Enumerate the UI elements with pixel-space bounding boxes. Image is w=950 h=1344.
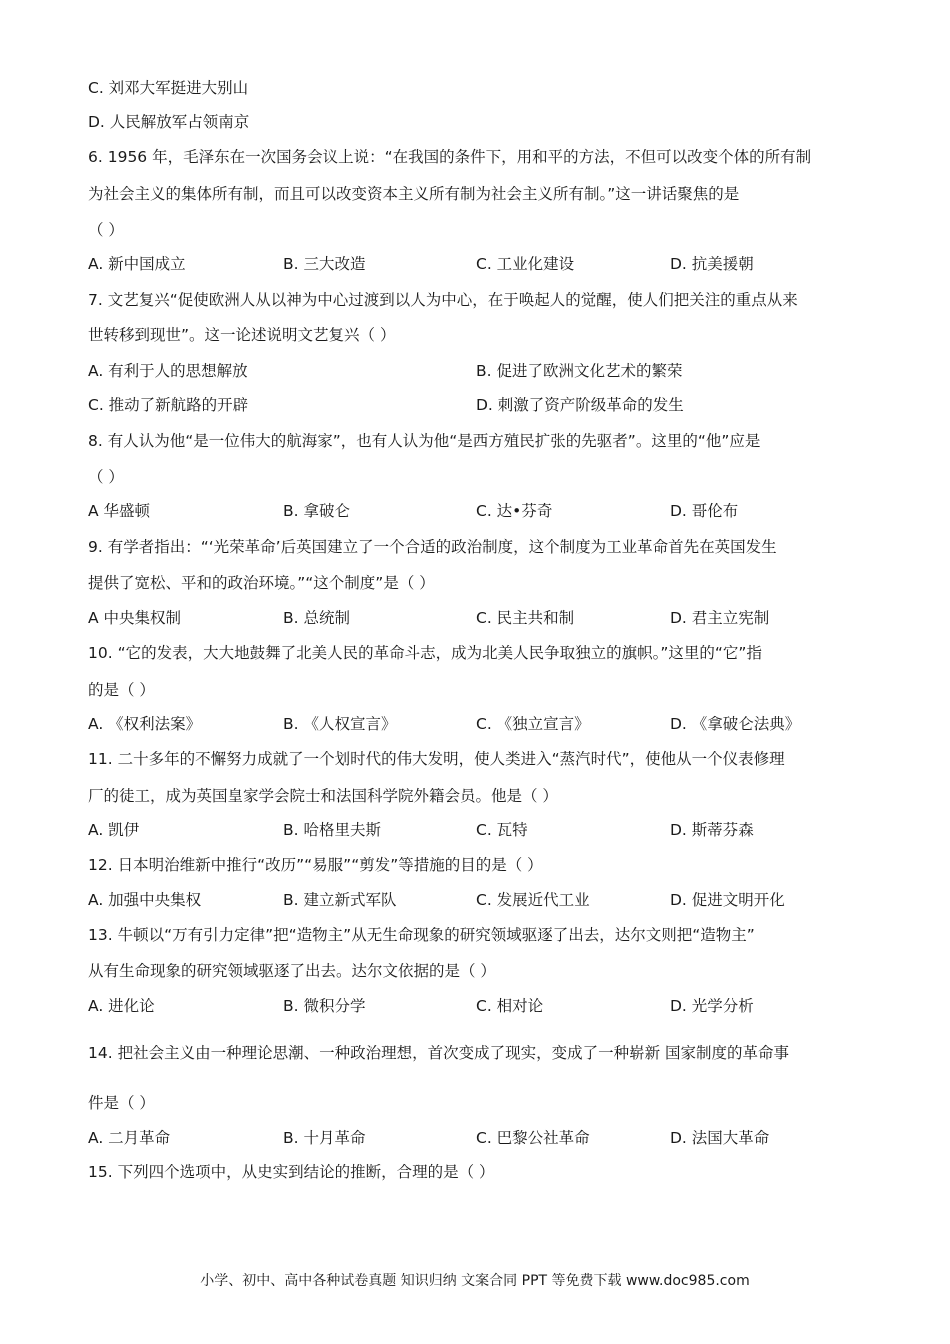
q12-option-b: B. 建立新式军队: [283, 891, 397, 909]
q7-option-d: D. 刺激了资产阶级革命的发生: [476, 396, 684, 414]
q9-option-a: A 中央集权制: [88, 609, 182, 627]
q12-option-a: A. 加强中央集权: [88, 891, 202, 909]
q7-stem-line2: 世转移到现世”。这一论述说明文艺复兴（ ）: [88, 326, 396, 344]
q6-stem-line1: 6. 1956 年，毛泽东在一次国务会议上说：“在我国的条件下，用和平的方法，不但可以改变个体的所有制: [88, 148, 812, 166]
q13-option-b: B. 微积分学: [283, 997, 366, 1015]
q12-stem-line1: 12. 日本明治维新中推行“改历”“易服”“剪发”等措施的目的是（ ）: [88, 856, 543, 874]
q14-stem-line1: 14. 把社会主义由一种理论思潮、一种政治理想，首次变成了现实，变成了一种崭新 国家制度的革命事: [88, 1044, 790, 1062]
q5-option-c: C. 刘邓大军挺进大别山: [88, 79, 249, 97]
q6-option-c: C. 工业化建设: [476, 255, 575, 273]
q8-option-a: A 华盛顿: [88, 502, 151, 520]
q14-option-a: A. 二月革命: [88, 1129, 171, 1147]
q6-option-b: B. 三大改造: [283, 255, 366, 273]
page-footer: 小学、初中、高中各种试卷真题 知识归纳 文案合同 PPT 等免费下载 www.doc985.com: [200, 1273, 750, 1289]
q7-option-c: C. 推动了新航路的开辟: [88, 396, 249, 414]
q8-option-c: C. 达•芬奇: [476, 502, 553, 520]
q8-option-d: D. 哥伦布: [670, 502, 739, 520]
q11-option-d: D. 斯蒂芬森: [670, 821, 754, 839]
q6-option-a: A. 新中国成立: [88, 255, 186, 273]
q11-stem-line1: 11. 二十多年的不懈努力成就了一个划时代的伟大发明，使人类进入“蒸汽时代”，使他从一个仪表修理: [88, 750, 785, 768]
q9-option-c: C. 民主共和制: [476, 609, 575, 627]
q14-option-c: C. 巴黎公社革命: [476, 1129, 590, 1147]
q13-stem-line2: 从有生命现象的研究领域驱逐了出去。达尔文依据的是（ ）: [88, 962, 496, 980]
q9-stem-line2: 提供了宽松、平和的政治环境。”“这个制度”是（ ）: [88, 574, 435, 592]
q7-stem-line1: 7. 文艺复兴“促使欧洲人从以神为中心过渡到以人为中心，在于唤起人的觉醒，使人们把关注的重点从来: [88, 291, 798, 309]
q10-stem-line2: 的是（ ）: [88, 681, 155, 699]
q10-option-c: C. 《独立宣言》: [476, 715, 590, 733]
q7-option-a: A. 有利于人的思想解放: [88, 362, 248, 380]
q13-option-d: D. 光学分析: [670, 997, 754, 1015]
q9-stem-line1: 9. 有学者指出：“‘光荣革命’后英国建立了一个合适的政治制度，这个制度为工业革命首先在英国发生: [88, 538, 777, 556]
q8-stem-line1: 8. 有人认为他“是一位伟大的航海家”，也有人认为他“是西方殖民扩张的先驱者”。这里的“他”应是: [88, 432, 761, 450]
q12-option-c: C. 发展近代工业: [476, 891, 590, 909]
q10-option-b: B. 《人权宣言》: [283, 715, 397, 733]
q13-option-c: C. 相对论: [476, 997, 544, 1015]
q6-stem-line2: 为社会主义的集体所有制，而且可以改变资本主义所有制为社会主义所有制。”这一讲话聚焦的是: [88, 185, 740, 203]
q14-stem-line2: 件是（ ）: [88, 1094, 155, 1112]
q10-option-d: D. 《拿破仑法典》: [670, 715, 801, 733]
q9-option-d: D. 君主立宪制: [670, 609, 770, 627]
q11-option-b: B. 哈格里夫斯: [283, 821, 381, 839]
q11-stem-line2: 厂的徒工，成为英国皇家学会院士和法国科学院外籍会员。他是（ ）: [88, 787, 558, 805]
q13-option-a: A. 进化论: [88, 997, 155, 1015]
q14-option-d: D. 法国大革命: [670, 1129, 770, 1147]
q12-option-d: D. 促进文明开化: [670, 891, 785, 909]
q11-option-a: A. 凯伊: [88, 821, 140, 839]
q8-stem-line2: （ ）: [88, 468, 124, 486]
q7-option-b: B. 促进了欧洲文化艺术的繁荣: [476, 362, 683, 380]
q8-option-b: B. 拿破仑: [283, 502, 350, 520]
q15-stem-line1: 15. 下列四个选项中，从史实到结论的推断，合理的是（ ）: [88, 1163, 495, 1181]
q11-option-c: C. 瓦特: [476, 821, 528, 839]
q14-option-b: B. 十月革命: [283, 1129, 366, 1147]
q6-stem-line3: （ ）: [88, 221, 124, 239]
q10-stem-line1: 10. “它的发表，大大地鼓舞了北美人民的革命斗志，成为北美人民争取独立的旗帜。”这里的“它”指: [88, 644, 762, 662]
q13-stem-line1: 13. 牛顿以“万有引力定律”把“造物主”从无生命现象的研究领域驱逐了出去，达尔文则把“造物主”: [88, 926, 755, 944]
q5-option-d: D. 人民解放军占领南京: [88, 113, 250, 131]
q10-option-a: A. 《权利法案》: [88, 715, 202, 733]
q9-option-b: B. 总统制: [283, 609, 350, 627]
q6-option-d: D. 抗美援朝: [670, 255, 754, 273]
